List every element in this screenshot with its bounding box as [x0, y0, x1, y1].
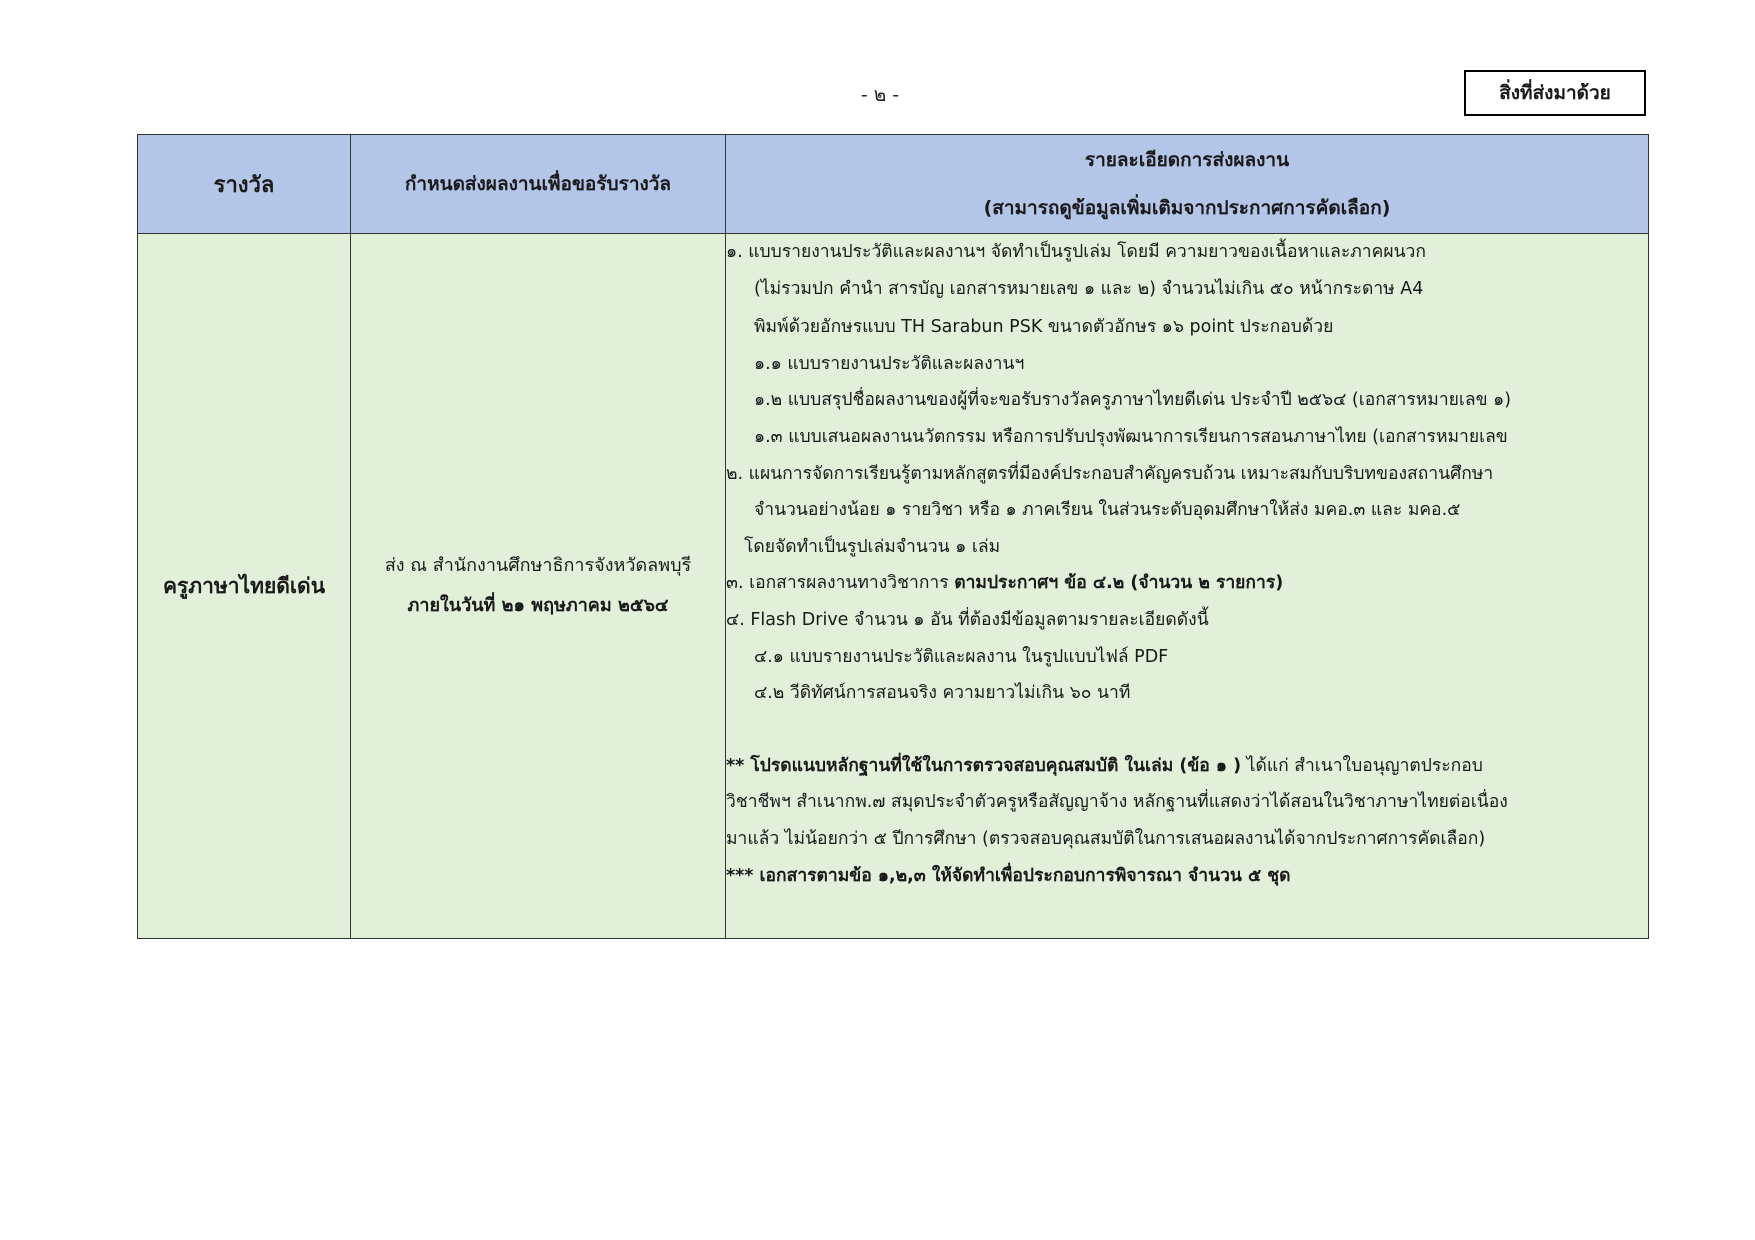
detail-line [726, 565, 1648, 602]
deadline-date: ภายในวันที่ ๒๑ พฤษภาคม ๒๕๖๔ [407, 595, 669, 616]
detail-text: ได้แก่ สำเนาใบอนุญาตประกอบ [1241, 755, 1483, 776]
detail-line [726, 748, 1648, 785]
award-submission-table [137, 134, 1649, 939]
detail-line: มาแล้ว ไม่น้อยกว่า ๕ ปีการศึกษา (ตรวจสอบคุณสมบัติในการเสนอผลงานได้จากประกาศการคัดเลือก) [726, 828, 1486, 849]
detail-line: โดยจัดทำเป็นรูปเล่มจำนวน ๑ เล่ม [744, 536, 1001, 557]
detail-emphasis: ตามประกาศฯ ข้อ ๔.๒ (จำนวน ๒ รายการ) [954, 573, 1284, 594]
detail-line: ๑.๓ แบบเสนอผลงานนวัตกรรม หรือการปรับปรุงพัฒนาการเรียนการสอนภาษาไทย (เอกสารหมายเลข [754, 426, 1508, 447]
detail-line: ๔. Flash Drive จำนวน ๑ อัน ที่ต้องมีข้อมูลตามรายละเอียดดังนี้ [726, 609, 1209, 630]
detail-line: ๑.๒ แบบสรุปชื่อผลงานของผู้ที่จะขอรับรางวัลครูภาษาไทยดีเด่น ประจำปี ๒๕๖๔ (เอกสารหมายเลข ๑) [754, 390, 1512, 411]
page-number: - ๒ - [860, 84, 900, 106]
details-cell [726, 234, 1649, 939]
detail-line: จำนวนอย่างน้อย ๑ รายวิชา หรือ ๑ ภาคเรียน ในส่วนระดับอุดมศึกษาให้ส่ง มคอ.๓ และ มคอ.๕ [754, 500, 1461, 521]
detail-line: *** เอกสารตามข้อ ๑,๒,๓ ให้จัดทำเพื่อประกอบการพิจารณา จำนวน ๕ ชุด [726, 865, 1291, 886]
detail-line: วิชาชีพฯ สำเนากพ.๗ สมุดประจำตัวครูหรือสัญญาจ้าง หลักฐานที่แสดงว่าได้สอนในวิชาภาษาไทยต่อเนื่อง [726, 792, 1508, 813]
award-name: ครูภาษาไทยดีเด่น [138, 234, 351, 939]
detail-line: ๑. แบบรายงานประวัติและผลงานฯ จัดทำเป็นรูปเล่ม โดยมี ความยาวของเนื้อหาและภาคผนวก [726, 242, 1426, 262]
header-details [726, 135, 1649, 234]
enclosure-label: สิ่งที่ส่งมาด้วย [1464, 70, 1646, 116]
detail-line: พิมพ์ด้วยอักษรแบบ TH Sarabun PSK ขนาดตัวอักษร ๑๖ point ประกอบด้วย [754, 317, 1334, 338]
table-row [138, 234, 1649, 939]
header-award: รางวัล [138, 135, 351, 234]
detail-line: ๑.๑ แบบรายงานประวัติและผลงานฯ [754, 353, 1025, 374]
header-deadline: กำหนดส่งผลงานเพื่อขอรับรางวัล [351, 135, 726, 234]
detail-line: ๒. แผนการจัดการเรียนรู้ตามหลักสูตรที่มีองค์ประกอบสำคัญครบถ้วน เหมาะสมกับบริบทของสถานศึกษา [726, 463, 1494, 484]
header-details-subtitle: (สามารถดูข้อมูลเพิ่มเติมจากประกาศการคัดเลือก) [983, 197, 1391, 219]
detail-line: (ไม่รวมปก คำนำ สารบัญ เอกสารหมายเลข ๑ และ ๒) จำนวนไม่เกิน ๕๐ หน้ากระดาษ A4 [754, 278, 1424, 299]
detail-emphasis: ** โปรดแนบหลักฐานที่ใช้ในการตรวจสอบคุณสมบัติ ในเล่ม (ข้อ ๑ ) [726, 755, 1242, 776]
header-details-title: รายละเอียดการส่งผลงาน [1084, 149, 1290, 171]
detail-text: ๓. เอกสารผลงานทางวิชาการ [726, 573, 955, 594]
table-header-row [138, 135, 1649, 234]
detail-line: ๔.๑ แบบรายงานประวัติและผลงาน ในรูปแบบไฟล์ PDF [754, 646, 1169, 667]
deadline-cell [351, 234, 726, 939]
detail-line: ๔.๒ วีดิทัศน์การสอนจริง ความยาวไม่เกิน ๖๐ นาที [754, 683, 1131, 704]
deadline-location: ส่ง ณ สำนักงานศึกษาธิการจังหวัดลพบุรี [384, 555, 692, 576]
